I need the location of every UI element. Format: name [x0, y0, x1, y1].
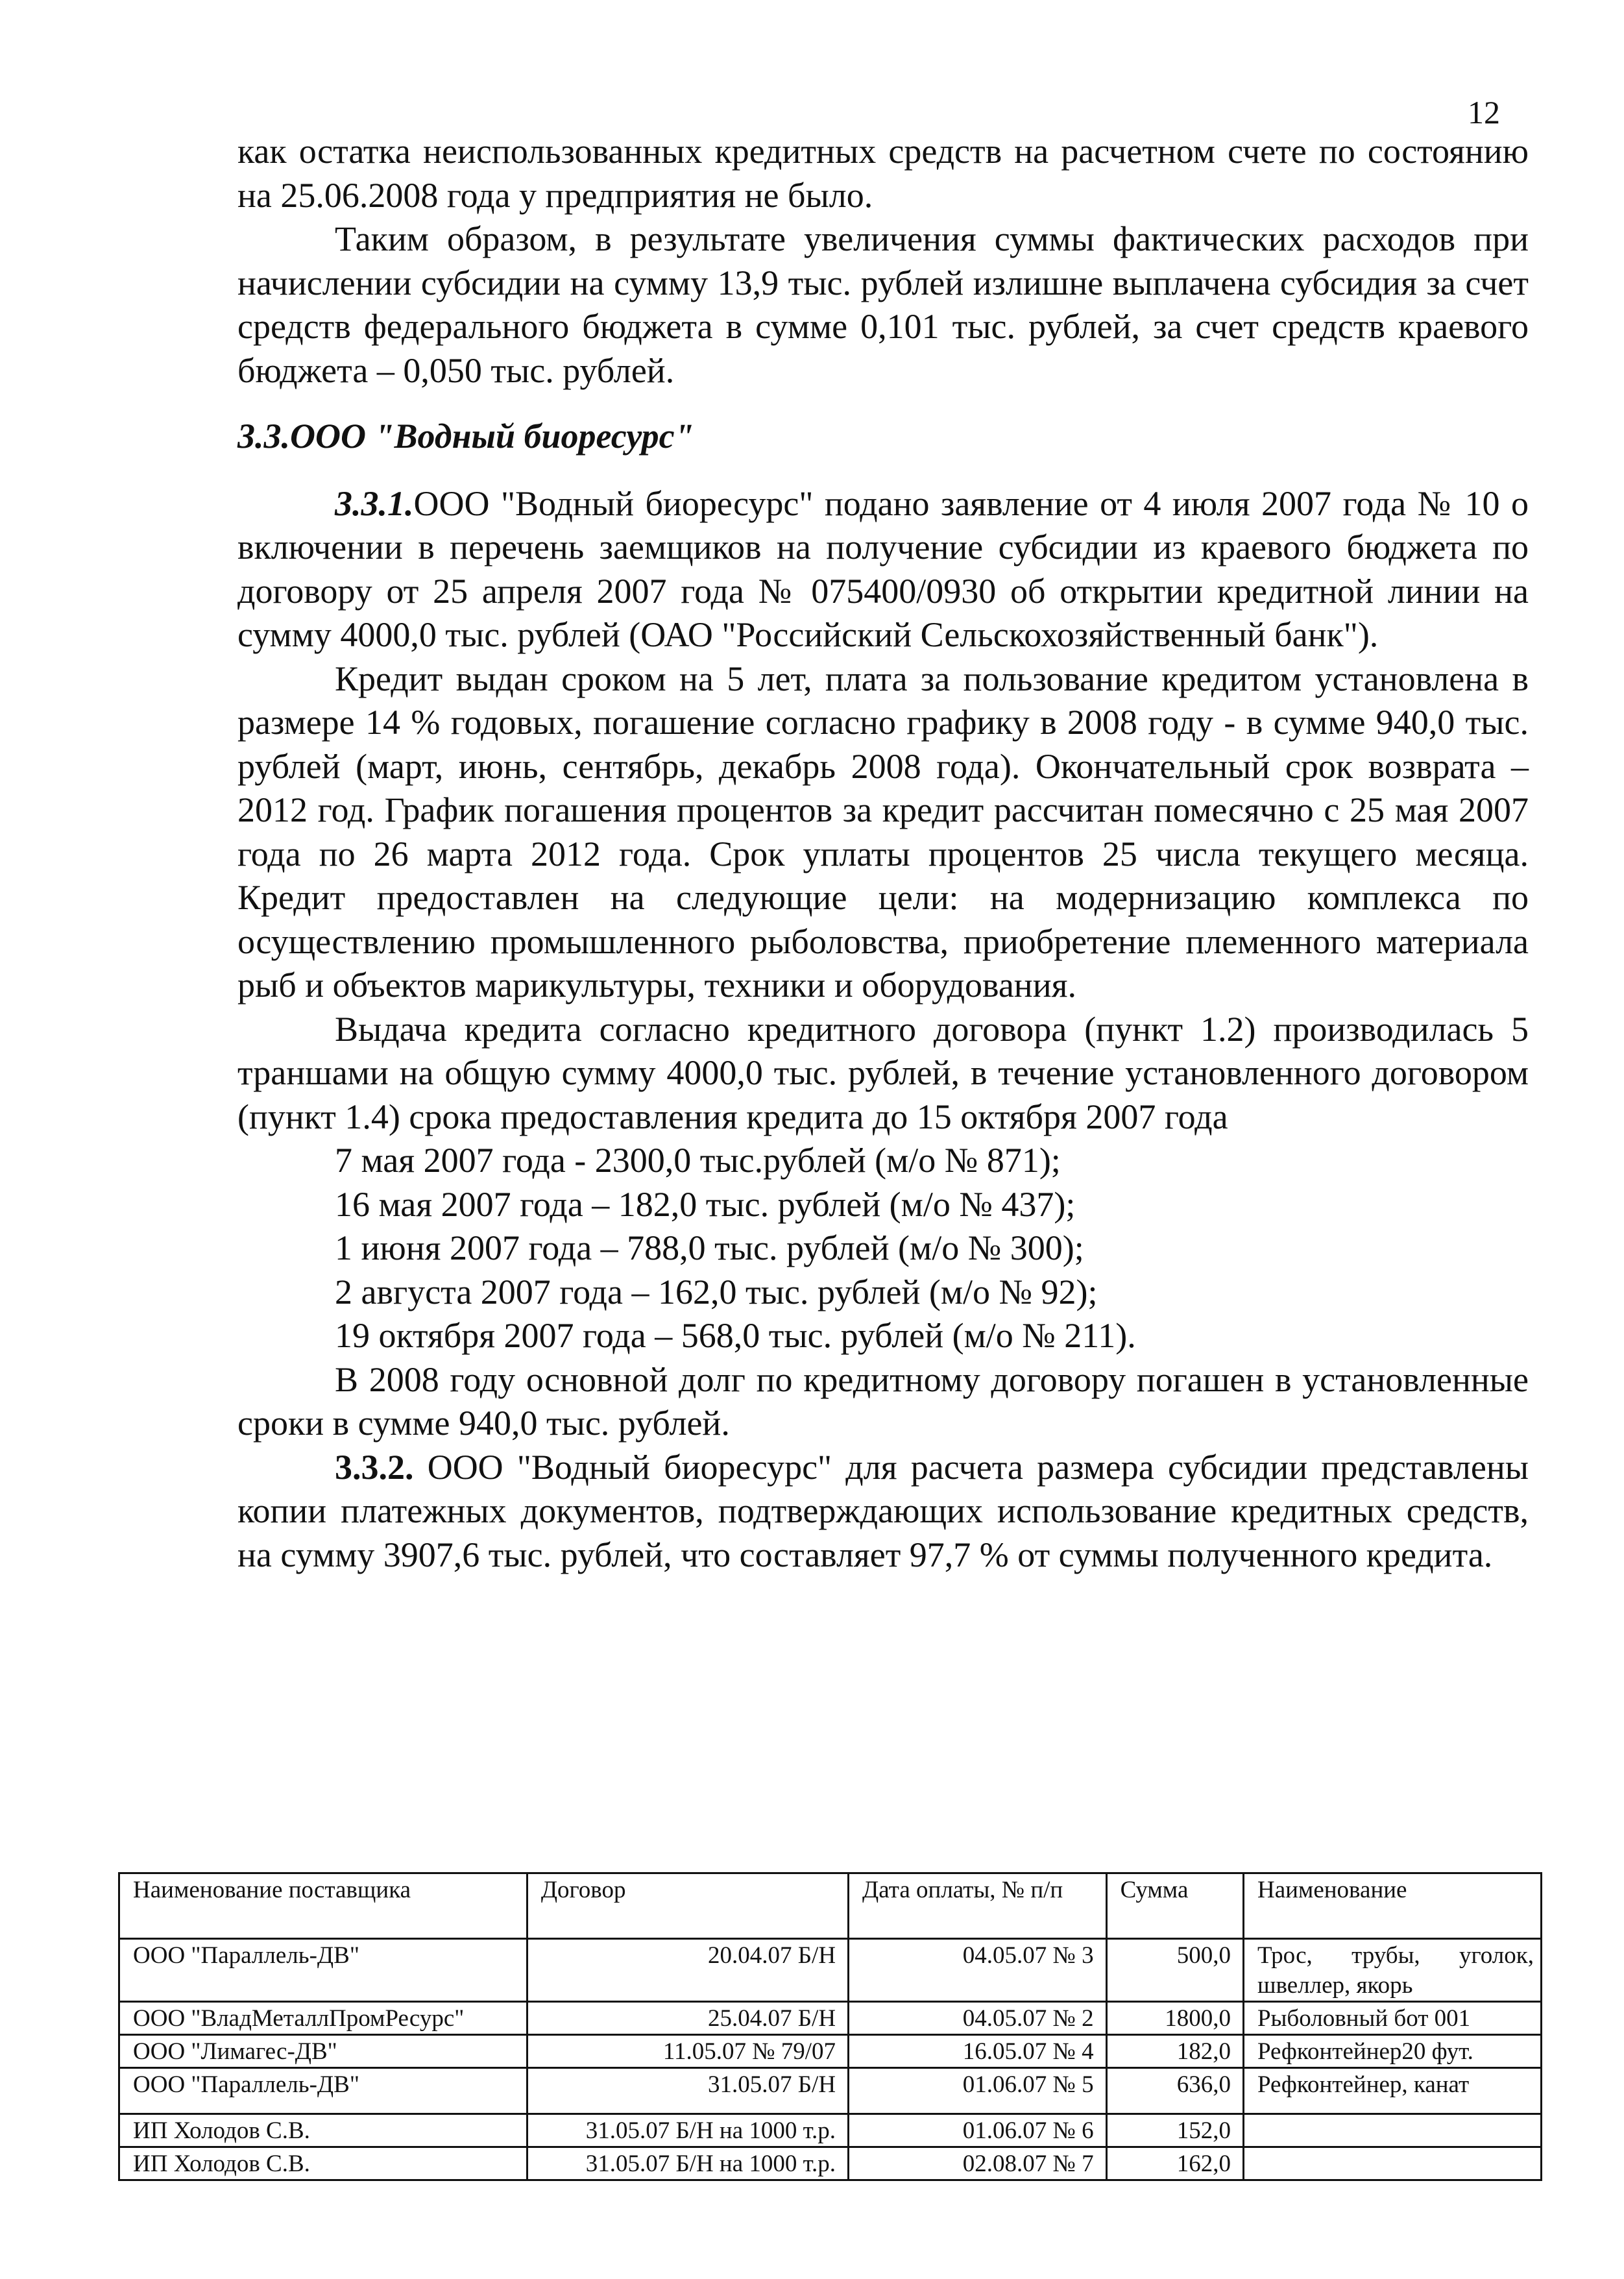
cell-payment-date: 04.05.07 № 2: [849, 2002, 1107, 2035]
cell-item-name: Трос, трубы, уголок, швеллер, якорь: [1243, 1939, 1541, 2002]
table-row: [119, 2035, 1542, 2068]
cell-contract: 25.04.07 Б/Н: [527, 2002, 848, 2035]
cell-amount: 182,0: [1106, 2035, 1243, 2068]
paragraph-3-3-2: [237, 1446, 1529, 1578]
cell-contract: 11.05.07 № 79/07: [527, 2035, 848, 2068]
cell-amount: 162,0: [1106, 2147, 1243, 2180]
header-amount: Сумма: [1106, 1873, 1243, 1939]
tranche-item: 2 августа 2007 года – 162,0 тыс. рублей (м/о № 92);: [335, 1272, 1098, 1311]
page-number: 12: [1468, 94, 1500, 130]
cell-item-name: Рефконтейнер20 фут.: [1243, 2035, 1541, 2068]
cell-supplier: ИП Холодов С.В.: [119, 2114, 527, 2147]
subsection-number: 3.3.2.: [335, 1447, 414, 1487]
subsection-number: 3.3.1.: [335, 483, 414, 523]
paragraph-continuation: как остатка неиспользованных кредитных средств на расчетном счете по состоянию на 25.06.2008 года у предприятия не было.: [237, 132, 1529, 215]
table-row: [119, 1939, 1542, 2002]
header-payment-date: Дата оплаты, № п/п: [849, 1873, 1107, 1939]
cell-item-name: Рыболовный бот 001: [1243, 2002, 1541, 2035]
header-supplier: Наименование поставщика: [119, 1873, 527, 1939]
cell-payment-date: 04.05.07 № 3: [849, 1939, 1107, 2002]
tranche-item: 19 октября 2007 года – 568,0 тыс. рублей (м/о № 211).: [335, 1316, 1136, 1355]
document-body: [237, 130, 1529, 1577]
cell-payment-date: 02.08.07 № 7: [849, 2147, 1107, 2180]
cell-amount: 152,0: [1106, 2114, 1243, 2147]
tranche-item: 7 мая 2007 года - 2300,0 тыс.рублей (м/о № 871);: [335, 1141, 1061, 1180]
table-row: [119, 2114, 1542, 2147]
cell-item-name: [1243, 2147, 1541, 2180]
header-item-name: Наименование: [1243, 1873, 1541, 1939]
section-heading: 3.3.ООО "Водный биоресурс": [237, 417, 694, 456]
cell-amount: 1800,0: [1106, 2002, 1243, 2035]
cell-item-name: Рефконтейнер, канат: [1243, 2068, 1541, 2114]
paragraph-3-3-1: [237, 482, 1529, 657]
table-row: [119, 2147, 1542, 2180]
tranche-item: 1 июня 2007 года – 788,0 тыс. рублей (м/о № 300);: [335, 1228, 1084, 1267]
cell-amount: 500,0: [1106, 1939, 1243, 2002]
payments-table: [118, 1872, 1542, 2181]
cell-supplier: ООО "ВладМеталлПромРесурс": [119, 2002, 527, 2035]
cell-contract: 20.04.07 Б/Н: [527, 1939, 848, 2002]
cell-payment-date: 01.06.07 № 5: [849, 2068, 1107, 2114]
cell-item-name: [1243, 2114, 1541, 2147]
paragraph-tranches-intro: Выдача кредита согласно кредитного договора (пункт 1.2) производилась 5 траншами на общую сумму 4000,0 тыс. рублей, в течение установленного договором (пункт 1.4) срока предоставления кредита до 15 октября 2007 года: [237, 1009, 1529, 1136]
paragraph-text: ООО "Водный биоресурс" подано заявление от 4 июля 2007 года № 10 о включении в перечень заемщиков на получение субсидии из краевого бюджета по договору от 25 апреля 2007 года № 075400/0930 об открытии кредитной линии на сумму 4000,0 тыс. рублей (ОАО "Российский Сельскохозяйственный банк").: [237, 483, 1529, 654]
cell-supplier: ООО "Лимагес-ДВ": [119, 2035, 527, 2068]
table-header-row: [119, 1873, 1542, 1939]
paragraph-text: ООО "Водный биоресурс" для расчета размера субсидии представлены копии платежных документов, подтверждающих использование кредитных средств, на сумму 3907,6 тыс. рублей, что составляет 97,7 % от суммы полученного кредита.: [237, 1447, 1529, 1574]
header-contract: Договор: [527, 1873, 848, 1939]
tranche-item: 16 мая 2007 года – 182,0 тыс. рублей (м/о № 437);: [335, 1184, 1076, 1224]
table-row: [119, 2002, 1542, 2035]
cell-contract: 31.05.07 Б/Н: [527, 2068, 848, 2114]
cell-contract: 31.05.07 Б/Н на 1000 т.р.: [527, 2114, 848, 2147]
cell-payment-date: 16.05.07 № 4: [849, 2035, 1107, 2068]
cell-amount: 636,0: [1106, 2068, 1243, 2114]
paragraph-repayment: В 2008 году основной долг по кредитному договору погашен в установленные сроки в сумме 940,0 тыс. рублей.: [237, 1359, 1529, 1443]
paragraph-credit-terms: Кредит выдан сроком на 5 лет, плата за пользование кредитом установлена в размере 14 % годовых, погашение согласно графику в 2008 году - в сумме 940,0 тыс. рублей (март, июнь, сентябрь, декабрь 2008 года). Окончательный срок возврата – 2012 год. График погашения процентов за кредит рассчитан помесячно с 25 мая 2007 года по 26 марта 2012 года. Срок уплаты процентов 25 числа текущего месяца. Кредит предоставлен на следующие цели: на модернизацию комплекса по осуществлению промышленного рыболовства, приобретение племенного материала рыб и объектов марикультуры, техники и оборудования.: [237, 659, 1529, 1005]
paragraph-conclusion: Таким образом, в результате увеличения суммы фактических расходов при начислении субсидии на сумму 13,9 тыс. рублей излишне выплачена субсидия за счет средств федерального бюджета в сумме 0,101 тыс. рублей, за счет средств краевого бюджета – 0,050 тыс. рублей.: [237, 219, 1529, 390]
cell-supplier: ООО "Параллель-ДВ": [119, 2068, 527, 2114]
table-row: [119, 2068, 1542, 2114]
cell-supplier: ИП Холодов С.В.: [119, 2147, 527, 2180]
cell-supplier: ООО "Параллель-ДВ": [119, 1939, 527, 2002]
cell-contract: 31.05.07 Б/Н на 1000 т.р.: [527, 2147, 848, 2180]
cell-payment-date: 01.06.07 № 6: [849, 2114, 1107, 2147]
